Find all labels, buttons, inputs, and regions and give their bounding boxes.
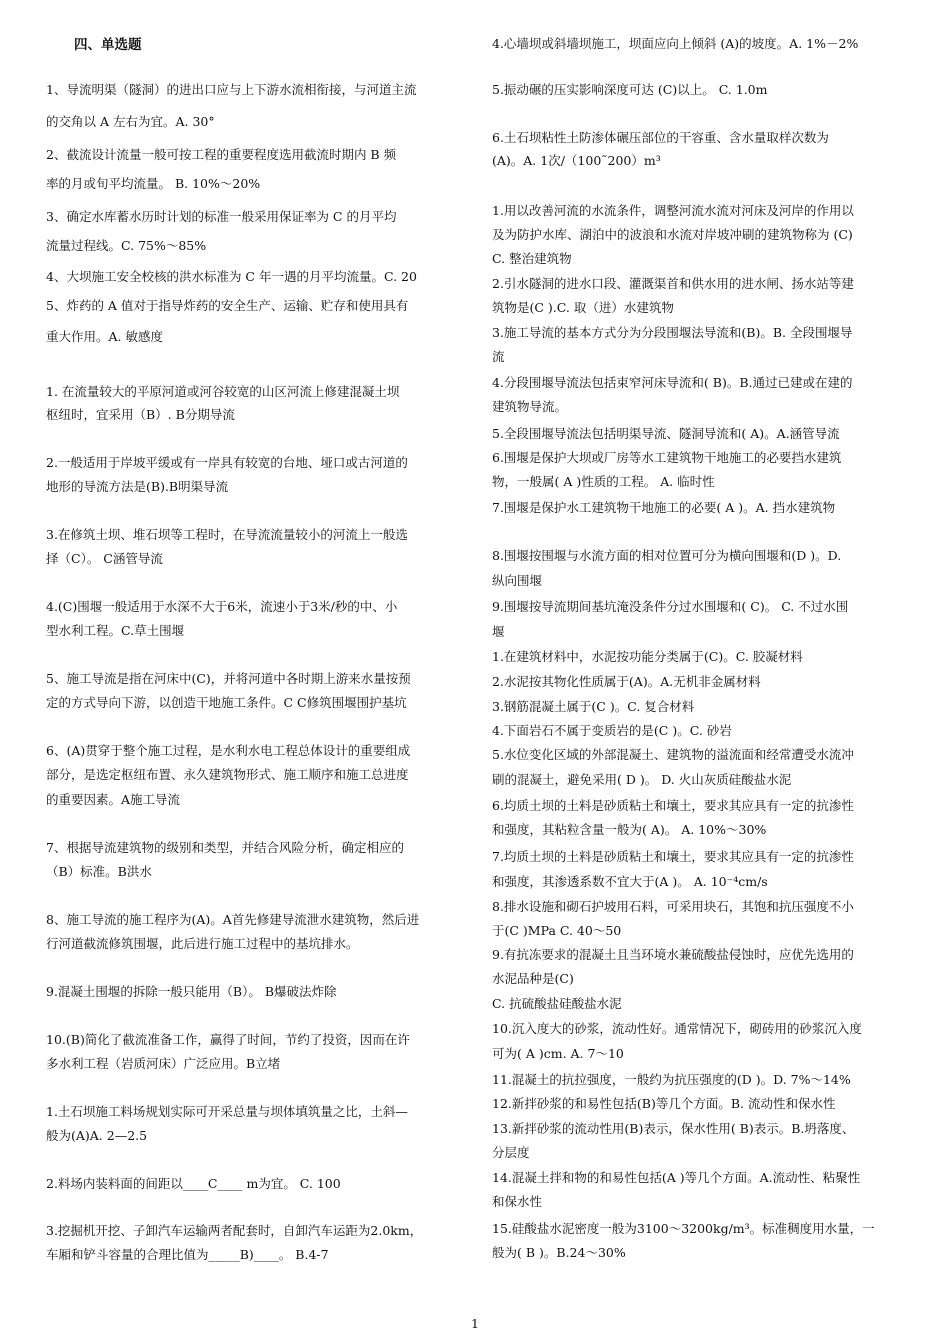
text-line: 10.沉入度大的砂浆，流动性好。通常情况下，砌砖用的砂浆沉入度 (492, 1021, 862, 1036)
text-line: 和强度，其渗透系数不宜大于(A )。 A. 10⁻⁴cm/s (492, 874, 768, 889)
text-line: 建筑物导流。 (492, 399, 568, 414)
text-line: 分层度 (492, 1145, 530, 1160)
text-line: 12.新拌砂浆的和易性包括(B)等几个方面。B. 流动性和保水性 (492, 1096, 836, 1111)
text-line: 2.一般适用于岸坡平缓或有一岸具有较宽的台地、垭口或古河道的 (46, 455, 408, 470)
text-line: 8、施工导流的施工程序为(A)。A首先修建导流泄水建筑物，然后进 (46, 912, 420, 927)
text-line: 行河道截流修筑围堰，此后进行施工过程中的基坑排水。 (46, 936, 359, 951)
text-line: 纵向围堰 (492, 573, 543, 588)
text-line: 1. 在流量较大的平原河道或河谷较宽的山区河流上修建混凝土坝 (46, 384, 400, 399)
text-line: 5.水位变化区域的外部混凝土、建筑物的溢流面和经常遭受水流冲 (492, 747, 854, 762)
text-line: 9.混凝土围堰的拆除一般只能用（B）。 B爆破法炸除 (46, 984, 337, 999)
text-line: 8.围堰按围堰与水流方面的相对位置可分为横向围堰和(D )。D. (492, 548, 842, 563)
text-line: 3.施工导流的基本方式分为分段围堰法导流和(B)。B. 全段围堰导 (492, 325, 853, 340)
text-line: 重大作用。A. 敏感度 (46, 329, 163, 344)
text-line: 于(C )MPa C. 40～50 (492, 923, 622, 938)
text-line: 9.围堰按导流期间基坑淹没条件分过水围堰和( C)。 C. 不过水围 (492, 599, 849, 614)
text-line: 般为(A)A. 2—2.5 (46, 1128, 148, 1143)
text-line: 2.引水隧洞的进水口段、灌溉渠首和供水用的进水闸、扬水站等建 (492, 276, 854, 291)
text-line: 可为( A )cm. A. 7～10 (492, 1046, 624, 1061)
text-line: 7.均质土坝的土料是砂质粘土和壤土，要求其应具有一定的抗渗性 (492, 849, 854, 864)
text-line: 2.水泥按其物化性质属于(A)。A.无机非金属材料 (492, 674, 761, 689)
text-line: 流量过程线。C. 75%～85% (46, 238, 207, 253)
text-line: 4.下面岩石不属于变质岩的是(C )。C. 砂岩 (492, 723, 732, 738)
text-line: 4、大坝施工安全校核的洪水标准为 C 年一遇的月平均流量。C. 20 (46, 269, 417, 284)
text-line: 7.围堰是保护水工建筑物干地施工的必要( A )。A. 挡水建筑物 (492, 500, 836, 515)
text-line: 车厢和铲斗容量的合理比值为_____B)____。 B.4-7 (46, 1247, 329, 1262)
text-line: 多水利工程（岩质河床）广泛应用。B立堵 (46, 1056, 281, 1071)
text-line: 13.新拌砂浆的流动性用(B)表示，保水性用( B)表示。B.坍落度、 (492, 1121, 855, 1136)
text-line: 水泥品种是(C) (492, 971, 574, 986)
page-number: 1 (471, 1316, 479, 1331)
text-line: 流 (492, 349, 505, 364)
text-line: 2、截流设计流量一般可按工程的重要程度选用截流时期内 B 频 (46, 147, 397, 162)
text-line: 2.料场内装料面的间距以____C____ m为宜。 C. 100 (46, 1176, 341, 1191)
text-line: 和强度，其粘粒含量一般为( A)。 A. 10%～30% (492, 822, 767, 837)
text-line: 15.硅酸盐水泥密度一般为3100～3200kg/m³。标准稠度用水量，一 (492, 1221, 875, 1236)
text-line: 及为防护水库、湖泊中的波浪和水流对岸坡冲刷的建筑物称为 (C) (492, 227, 853, 242)
text-line: 3.挖掘机开挖、子卸汽车运输两者配套时，自卸汽车运距为2.0km， (46, 1223, 423, 1238)
text-line: 堰 (492, 624, 505, 639)
text-line: （B）标准。B洪水 (46, 864, 152, 879)
text-line: 1.土石坝施工料场规划实际可开采总量与坝体填筑量之比，土斜— (46, 1104, 408, 1119)
text-line: 3.钢筋混凝土属于(C )。C. 复合材料 (492, 699, 695, 714)
text-line: 6.均质土坝的土料是砂质粘土和壤土，要求其应具有一定的抗渗性 (492, 798, 854, 813)
text-line: (A)。A. 1次/（100˜200）m³ (492, 153, 661, 168)
section-title: 四、单选题 (74, 37, 142, 53)
text-line: 地形的导流方法是(B).B明渠导流 (46, 479, 229, 494)
text-line: 4.(C)围堰一般适用于水深不大于6米，流速小于3米/秒的中、小 (46, 599, 398, 614)
text-line: 5.全段围堰导流法包括明渠导流、隧洞导流和( A)。A.涵管导流 (492, 426, 840, 441)
text-line: 枢纽时，宜采用（B）. B分期导流 (46, 407, 235, 422)
text-line: C. 抗硫酸盐硅酸盐水泥 (492, 996, 622, 1011)
text-line: 刷的混凝土，避免采用( D )。 D. 火山灰质硅酸盐水泥 (492, 772, 792, 787)
text-line: 率的月或旬平均流量。 B. 10%～20% (46, 176, 261, 191)
text-line: 3.在修筑土坝、堆石坝等工程时，在导流流量较小的河流上一般选 (46, 527, 408, 542)
text-line: 部分，是选定枢纽布置、永久建筑物形式、施工顺序和施工总进度 (46, 767, 409, 782)
text-line: 物，一般属( A )性质的工程。 A. 临时性 (492, 474, 715, 489)
text-line: 6.围堰是保护大坝或厂房等水工建筑物干地施工的必要挡水建筑 (492, 450, 842, 465)
text-line: 1、导流明渠（隧洞）的进出口应与上下游水流相衔接，与河道主流 (46, 82, 417, 97)
text-line: 1.用以改善河流的水流条件，调整河流水流对河床及河岸的作用以 (492, 203, 854, 218)
text-line: 5.振动碾的压实影响深度可达 (C)以上。 C. 1.0m (492, 82, 768, 97)
text-line: 11.混凝土的抗拉强度，一般约为抗压强度的(D )。D. 7%～14% (492, 1072, 851, 1087)
text-line: 型水利工程。C.草土围堰 (46, 623, 185, 638)
text-line: 10.(B)简化了截流准备工作，赢得了时间，节约了投资，因而在许 (46, 1032, 410, 1047)
text-line: 的重要因素。A施工导流 (46, 792, 181, 807)
text-line: 择（C）。 C涵管导流 (46, 551, 163, 566)
text-line: 定的方式导向下游，以创造干地施工条件。C C修筑围堰围护基坑 (46, 695, 407, 710)
text-line: 6.土石坝粘性土防渗体碾压部位的干容重、含水量取样次数为 (492, 130, 829, 145)
text-line: 8.排水设施和砌石护坡用石料，可采用块石，其饱和抗压强度不小 (492, 899, 854, 914)
text-line: 14.混凝土拌和物的和易性包括(A )等几个方面。A.流动性、粘聚性 (492, 1170, 861, 1185)
text-line: 5、炸药的 A 值对于指导炸药的安全生产、运输、贮存和使用具有 (46, 298, 409, 313)
text-line: 般为( B )。B.24～30% (492, 1245, 626, 1260)
text-line: 6、(A)贯穿于整个施工过程，是水利水电工程总体设计的重要组成 (46, 743, 411, 758)
text-line: 1.在建筑材料中，水泥按功能分类属于(C)。C. 胶凝材料 (492, 649, 803, 664)
text-line: 和保水性 (492, 1194, 543, 1209)
text-line: 的交角以 A 左右为宜。A. 30° (46, 114, 215, 129)
text-line: 7、根据导流建筑物的级别和类型，并结合风险分析，确定相应的 (46, 840, 404, 855)
text-line: 4.分段围堰导流法包括束窄河床导流和( B)。B.通过已建或在建的 (492, 375, 853, 390)
text-line: 筑物是(C ).C. 取（进）水建筑物 (492, 300, 674, 315)
text-line: C. 整治建筑物 (492, 251, 572, 266)
text-line: 5、施工导流是指在河床中(C)，并将河道中各时期上游来水量按预 (46, 671, 411, 686)
text-line: 4.心墙坝或斜墙坝施工，坝面应向上倾斜 (A)的坡度。A. 1%－2% (492, 36, 859, 51)
text-line: 3、确定水库蓄水历时计划的标准一般采用保证率为 C 的月平均 (46, 209, 397, 224)
text-line: 9.有抗冻要求的混凝土且当环境水兼硫酸盐侵蚀时，应优先选用的 (492, 947, 854, 962)
